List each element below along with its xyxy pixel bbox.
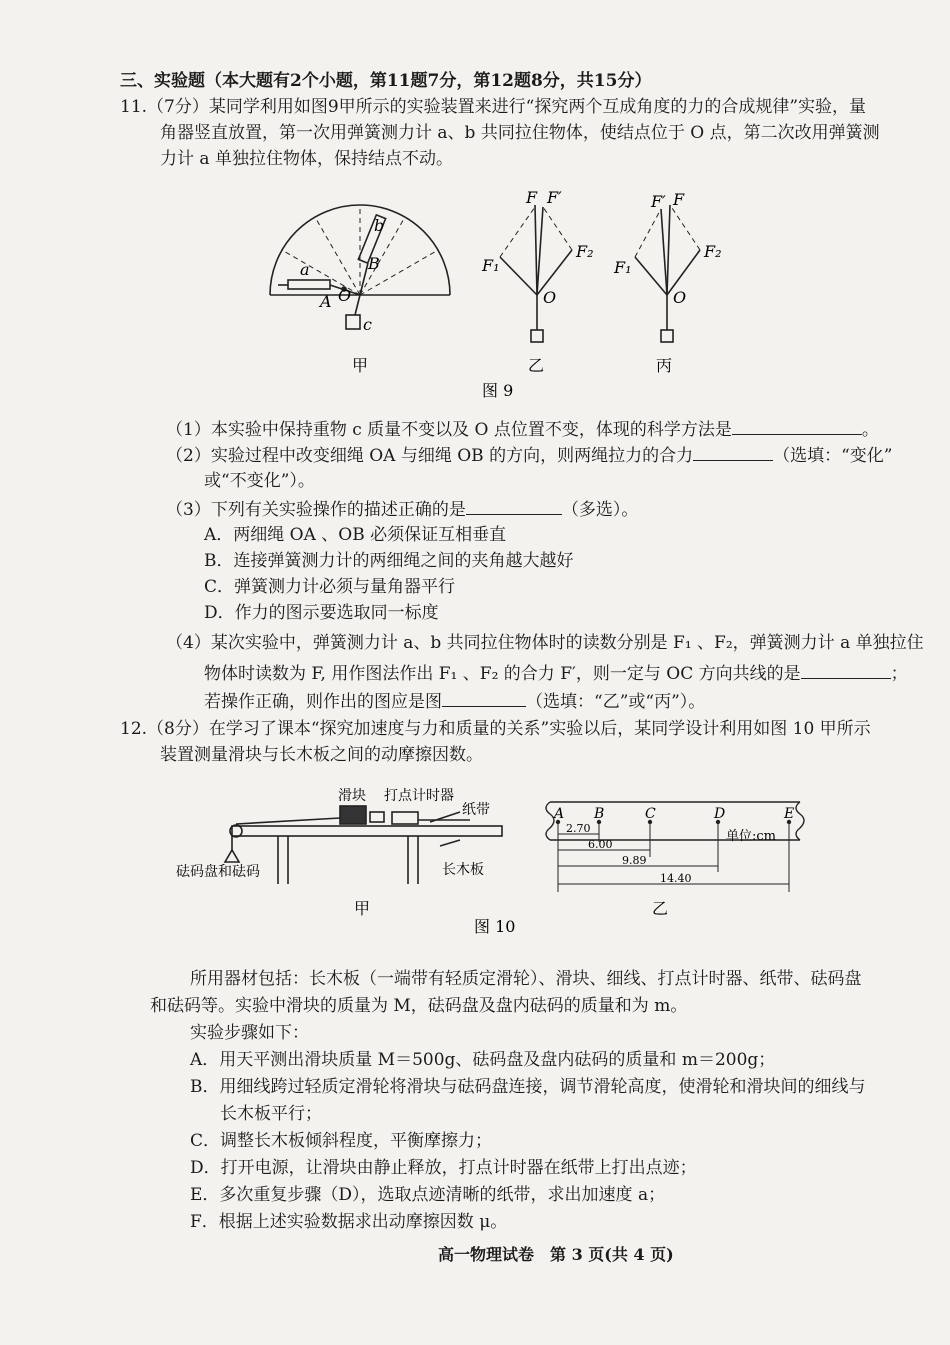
fig10-point-B: B: [594, 806, 605, 822]
q11-blank-2[interactable]: [693, 444, 773, 461]
q11-option-c: C．弹簧测力计必须与量角器平行: [204, 577, 456, 597]
fig10-label-board: 长木板: [442, 862, 484, 878]
fig9-label-B: B: [368, 254, 380, 273]
fig9-label-A: A: [320, 292, 332, 311]
fig10-caption: 图 10: [474, 917, 516, 936]
fig9-label-O-jia: O: [338, 286, 352, 305]
q11-intro-line-2: 角器竖直放置，第一次用弹簧测力计 a、b 共同拉住物体，使结点位于 O 点，第二次改用弹簧测: [160, 123, 880, 143]
fig10-dist-3: 9.89: [622, 854, 647, 867]
fig10-point-D: D: [714, 806, 726, 822]
fig10-dist-2: 6.00: [588, 838, 613, 851]
q11-part3: （3）下列有关实验操作的描述正确的是 （多选）。: [166, 500, 639, 520]
q11-option-a: A．两细绳 OA 、OB 必须保证互相垂直: [204, 525, 507, 545]
fig9-caption: 图 9: [482, 381, 514, 400]
q12-step-b: B．用细线跨过轻质定滑轮将滑块与砝码盘连接，调节滑轮高度，使滑轮和滑块间的细线与: [190, 1077, 866, 1097]
q12-step-e: E．多次重复步骤（D），选取点迹清晰的纸带，求出加速度 a；: [190, 1185, 666, 1205]
q12-intro-line-2: 装置测量滑块与长木板之间的动摩擦因数。: [160, 745, 483, 765]
fig9-bing-F1: F₁: [614, 258, 632, 277]
fig10-point-C: C: [645, 806, 656, 822]
fig9-yi-Fprime: F′: [547, 188, 562, 207]
q11-option-d: D．作力的图示要选取同一标度: [204, 603, 439, 623]
fig10-unit: 单位:cm: [726, 829, 776, 844]
q12-intro-line-1: 12.（8分）在学习了课本“探究加速度与力和质量的关系”实验以后，某同学设计利用如图 10 甲所示: [120, 719, 871, 739]
fig9-yi-F2: F₂: [576, 242, 594, 261]
fig10-dist-1: 2.70: [566, 822, 591, 835]
fig9-label-c: c: [363, 315, 372, 334]
fig10-point-E: E: [784, 806, 795, 822]
q12-step-f: F．根据上述实验数据求出动摩擦因数 μ。: [190, 1212, 508, 1232]
page-footer: 高一物理试卷 第 3 页(共 4 页): [438, 1245, 674, 1264]
q11-blank-3[interactable]: [466, 498, 562, 515]
fig10-point-A: A: [554, 806, 565, 822]
q12-step-b-cont: 长木板平行；: [220, 1104, 322, 1124]
q12-body-3: 实验步骤如下：: [190, 1023, 309, 1043]
q12-body-2: 和砝码等。实验中滑块的质量为 M，砝码盘及盘内砝码的质量和为 m。: [150, 996, 688, 1016]
fig9-yi-O: O: [543, 288, 557, 307]
fig9-bing-Fprime: F′: [651, 192, 666, 211]
fig9-bing-F: F: [673, 190, 685, 209]
fig10-label-timer: 打点计时器: [384, 788, 454, 804]
fig9-sublabel-yi: 乙: [528, 356, 545, 375]
fig9-bing-F2: F₂: [704, 242, 722, 261]
q11-part2-cont: 或“不变化”）。: [204, 471, 315, 491]
q11-part4-line2: 物体时读数为 F, 用作图法作出 F₁ 、F₂ 的合力 F′，则一定与 OC 方向共线的是 ；: [204, 664, 908, 684]
fig9-yi-F: F: [526, 188, 538, 207]
figure-10: [170, 782, 810, 942]
q11-blank-5[interactable]: [442, 690, 526, 707]
q11-intro-line-3: 力计 a 单独拉住物体，保持结点不动。: [160, 149, 453, 169]
fig10-label-slider: 滑块: [338, 788, 366, 804]
q11-intro-line-1: 11.（7分）某同学利用如图9甲所示的实验装置来进行“探究两个互成角度的力的合成规律”实验，量: [120, 97, 867, 117]
q12-step-c: C．调整长木板倾斜程度，平衡摩擦力；: [190, 1131, 493, 1151]
q12-step-d: D．打开电源，让滑块由静止释放，打点计时器在纸带上打出点迹；: [190, 1158, 697, 1178]
fig10-sublabel-jia: 甲: [354, 899, 371, 918]
q11-option-b: B．连接弹簧测力计的两细绳之间的夹角越大越好: [204, 551, 574, 571]
fig9-jia-protractor: [270, 205, 450, 329]
fig10-sublabel-yi: 乙: [652, 899, 669, 918]
q11-part1: （1）本实验中保持重物 c 质量不变以及 O 点位置不变，体现的科学方法是 。: [166, 420, 879, 440]
q12-step-a: A．用天平测出滑块质量 M＝500g、砝码盘及盘内砝码的质量和 m＝200g；: [190, 1050, 776, 1070]
q11-part4-line1: （4）某次实验中，弹簧测力计 a、b 共同拉住物体时的读数分别是 F₁ 、F₂，弹簧测力计 a 单独拉住: [166, 633, 924, 653]
fig9-bing-diagram: [635, 205, 700, 342]
fig9-sublabel-bing: 丙: [656, 356, 673, 375]
fig10-dist-4: 14.40: [660, 872, 692, 885]
fig9-sublabel-jia: 甲: [352, 356, 369, 375]
fig9-bing-O: O: [673, 288, 687, 307]
fig9-label-b: b: [374, 216, 385, 235]
q11-part4-line3: 若操作正确，则作出的图应是图 （选填：“乙”或“丙”）。: [204, 692, 706, 712]
fig10-label-tape: 纸带: [462, 802, 490, 818]
section-title: 三、实验题（本大题有2个小题，第11题7分，第12题8分，共15分）: [120, 71, 652, 91]
fig9-yi-F1: F₁: [482, 256, 500, 275]
q11-part2: （2）实验过程中改变细绳 OA 与细绳 OB 的方向，则两绳拉力的合力 （选填：“变化”: [166, 446, 893, 466]
q11-blank-4[interactable]: [801, 662, 891, 679]
q12-body-1: 所用器材包括：长木板（一端带有轻质定滑轮）、滑块、细线、打点计时器、纸带、砝码盘: [190, 969, 862, 989]
q11-blank-1[interactable]: [732, 418, 862, 435]
fig10-label-pan: 砝码盘和砝码: [176, 864, 260, 880]
fig9-yi-diagram: [500, 205, 572, 342]
figure-9: [260, 185, 740, 400]
fig9-label-a: a: [300, 260, 310, 279]
